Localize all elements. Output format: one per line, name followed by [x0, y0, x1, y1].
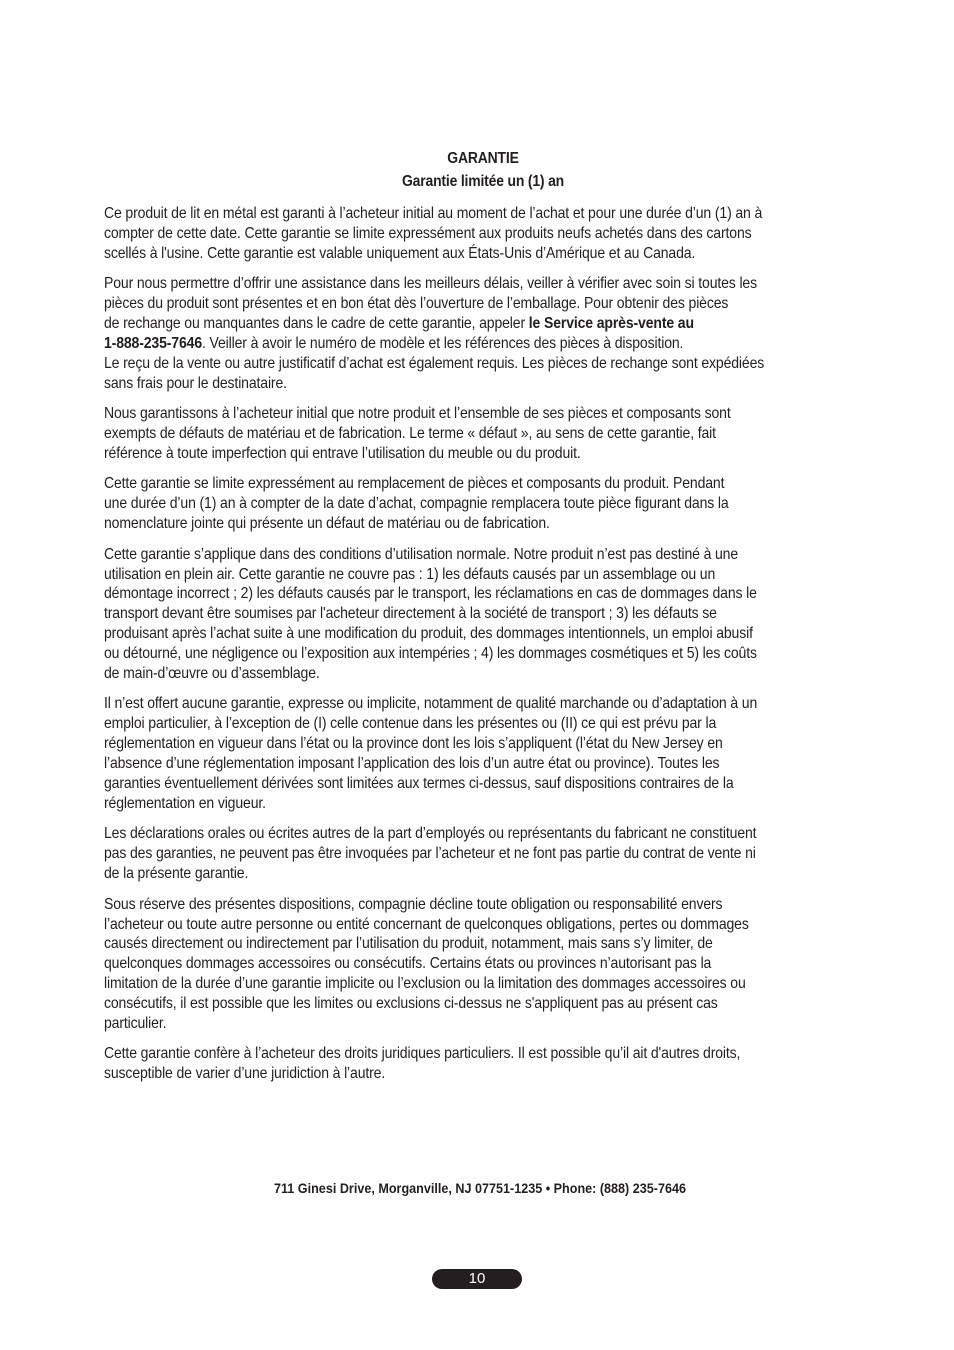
page-title: GARANTIE: [447, 150, 519, 167]
paragraph-declarations: Les déclarations orales ou écrites autres de la part d’employés ou représentants du fabricant ne constituent pas des garanties, ne peuvent pas être invoquées par l’acheteur et ne font pas partie du contrat de vente ni de la présente garantie.: [104, 825, 757, 883]
paragraph-exclusions: Cette garantie s’applique dans des conditions d’utilisation normale. Notre produit n’est pas destiné à une utilisation en plein air. Cette garantie ne couvre pas : 1) les défauts causés par un assemblage ou un démontage incorrect ; 2) les défauts causés par le transport, les réclamations en cas de dommages dans le transport devant être soumises par l'acheteur directement à la société de transport ; 3) les défauts se produisant après l’achat suite à une modification du produit, des dommages intentionnels, un emploi abusif ou détourné, une négligence ou l’exposition aux intempéries ; 4) les dommages cosmétiques et 5) les coûts de main-d’œuvre ou d’assemblage.: [104, 545, 757, 683]
paragraph-implied-warranty: Il n’est offert aucune garantie, expresse ou implicite, notamment de qualité marchande ou d’adaptation à un emploi particulier, à l’exception de (I) celle contenue dans les présentes ou (II) ce qui est prévu par la réglementation en vigueur dans l’état ou la province dont les lois s’appliquent (l’état du New Jersey en l’absence d’une réglementation imposant l’application des lois d’un autre état ou province). Toutes les garanties éventuellement dérivées sont limitées aux termes ci-dessus, sauf dispositions contraires de la réglementation en vigueur.: [104, 695, 758, 812]
assistance-text-end: . Veiller à avoir le numéro de modèle et les références des pièces à disposition. Le reçu de la vente ou autre justificatif d’achat est également requis. Les pièces de rechange sont expédiées sans frais pour le destinataire.: [104, 334, 765, 392]
warranty-body: [104, 204, 934, 1095]
page-subtitle: Garantie limitée un (1) an: [402, 173, 564, 190]
footer-address: 711 Ginesi Drive, Morganville, NJ 07751-1235 • Phone: (888) 235-7646: [273, 1180, 687, 1196]
assistance-text: Pour nous permettre d’offrir une assistance dans les meilleurs délais, veiller à vérifier avec soin si toutes les pièces du produit sont présentes et en bon état dès l’ouverture de l’emballage. Pour obtenir des pièces de rechange ou manquantes dans le cadre de cette garantie, appeler: [104, 275, 757, 333]
paragraph-assistance: [104, 274, 860, 393]
paragraph-liability: Sous réserve des présentes dispositions, compagnie décline toute obligation ou responsabilité envers l’acheteur ou toute autre personne ou entité concernant de quelconques obligations, pertes ou dommages causés directement ou indirectement par l’utilisation du produit, notamment, mais sans s’y limiter, de quelconques dommages accessoires ou consécutifs. Certains états ou provinces n’autorisant pas la limitation de la durée d’une garantie implicite ou l’exclusion ou la limitation des dommages accessoires ou consécutifs, il est possible que les limites ou exclusions ci-dessus ne s'appliquent pas au présent cas particulier.: [104, 895, 749, 1033]
paragraph-guarantee: Nous garantissons à l’acheteur initial que notre produit et l’ensemble de ses pièces et composants sont exempts de défauts de matériau et de fabrication. Le terme « défaut », au sens de cette garantie, fait référence à toute imperfection qui entrave l’utilisation du meuble ou du produit.: [104, 405, 731, 462]
paragraph-rights: Cette garantie confère à l’acheteur des droits juridiques particuliers. Il est possible qu’il ait d'autres droits, susceptible de varier d’une juridiction à l’autre.: [104, 1045, 741, 1083]
paragraph-replacement: Cette garantie se limite expressément au remplacement de pièces et composants du produit. Pendant une durée d’un (1) an à compter de la date d’achat, compagnie remplacera toute pièce figurant dans la nomenclature jointe qui présente un défaut de matériau ou de fabrication.: [104, 475, 729, 533]
service-phone: le Service après-vente au 1-888-235-7646: [104, 315, 694, 352]
paragraph-coverage: Ce produit de lit en métal est garanti à l’acheteur initial au moment de l’achat et pour une durée d’un (1) an à compter de cette date. Cette garantie se limite expressément aux produits neufs achetés dans des cartons scellés à l'usine. Cette garantie est valable uniquement aux États-Unis d’Amérique et au Canada.: [104, 205, 763, 262]
page-number-badge: 10: [432, 1269, 522, 1289]
